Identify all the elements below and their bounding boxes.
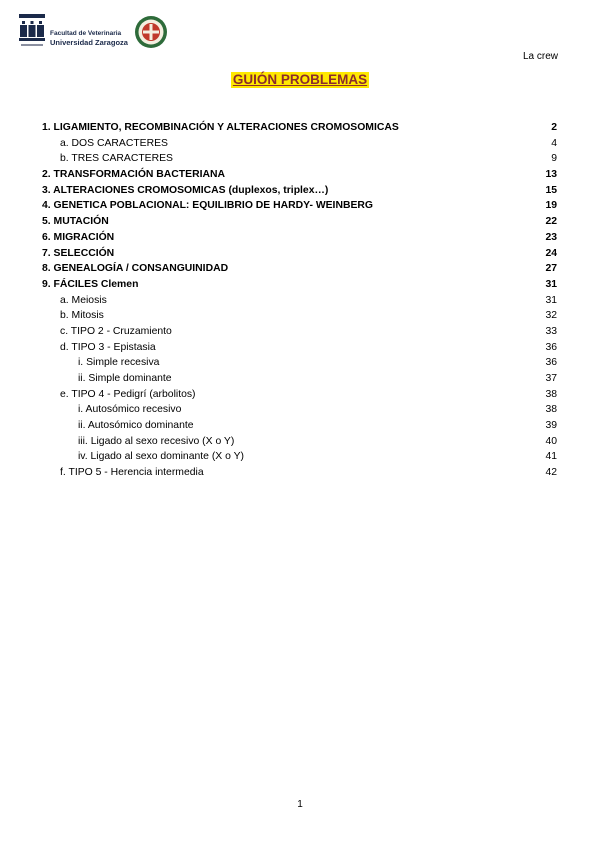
toc-entry-label: b. TRES CARACTERES bbox=[60, 153, 173, 165]
toc-entry-label: c. TIPO 2 - Cruzamiento bbox=[60, 325, 172, 337]
toc-entry-page: 38 bbox=[545, 404, 557, 416]
toc-entry[interactable] bbox=[42, 355, 557, 371]
veterinary-seal-icon bbox=[134, 15, 168, 49]
toc-entry[interactable] bbox=[42, 371, 557, 387]
faculty-line-2: Universidad Zaragoza bbox=[50, 38, 128, 47]
toc-entry-label: b. Mitosis bbox=[60, 310, 104, 322]
toc-entry-page: 40 bbox=[545, 435, 557, 447]
toc-entry-page: 13 bbox=[545, 169, 557, 181]
toc-entry[interactable] bbox=[42, 324, 557, 340]
toc-entry-page: 42 bbox=[545, 467, 557, 479]
faculty-line-1: Facultad de Veterinaria bbox=[50, 30, 122, 37]
toc-entry-page: 36 bbox=[545, 341, 557, 353]
toc-entry-page: 2 bbox=[551, 122, 557, 133]
toc-entry-page: 31 bbox=[545, 294, 557, 306]
toc-entry-page: 39 bbox=[545, 420, 557, 432]
toc-entry-label: 1. LIGAMIENTO, RECOMBINACIÓN Y ALTERACIONES CROMOSOMICAS bbox=[42, 122, 399, 133]
toc-entry-label: iv. Ligado al sexo dominante (X o Y) bbox=[78, 451, 244, 463]
toc-entry[interactable] bbox=[42, 308, 557, 324]
toc-entry[interactable] bbox=[42, 214, 557, 230]
toc-entry-page: 24 bbox=[545, 247, 557, 259]
toc-entry[interactable] bbox=[42, 434, 557, 450]
toc-entry[interactable] bbox=[42, 183, 557, 199]
toc-entry[interactable] bbox=[42, 293, 557, 309]
toc-entry[interactable] bbox=[42, 198, 557, 214]
toc-entry-page: 23 bbox=[545, 231, 557, 243]
toc-entry[interactable] bbox=[42, 120, 557, 136]
toc-entry[interactable] bbox=[42, 230, 557, 246]
toc-entry-page: 38 bbox=[545, 388, 557, 400]
toc-entry[interactable] bbox=[42, 418, 557, 434]
university-logo-icon bbox=[18, 14, 46, 50]
toc-entry-page: 27 bbox=[545, 263, 557, 275]
toc-entry-label: i. Simple recesiva bbox=[78, 357, 160, 369]
toc-entry-label: 2. TRANSFORMACIÓN BACTERIANA bbox=[42, 169, 225, 181]
toc-entry-label: 6. MIGRACIÓN bbox=[42, 231, 115, 243]
toc-entry-label: ii. Simple dominante bbox=[78, 373, 172, 384]
toc-entry-label: 7. SELECCIÓN bbox=[42, 247, 115, 259]
page-title: GUIÓN PROBLEMAS bbox=[232, 72, 368, 87]
toc-entry-page: 32 bbox=[545, 310, 557, 322]
page-header bbox=[18, 14, 582, 62]
toc-entry[interactable] bbox=[42, 151, 557, 167]
toc-entry[interactable] bbox=[42, 340, 557, 356]
toc-entry[interactable] bbox=[42, 449, 557, 465]
toc-entry-label: a. Meiosis bbox=[60, 294, 107, 306]
toc-entry-page: 9 bbox=[551, 153, 557, 165]
toc-entry-label: 5. MUTACIÓN bbox=[42, 216, 109, 228]
toc-entry-page: 31 bbox=[545, 278, 557, 290]
toc-entry-label: f. TIPO 5 - Herencia intermedia bbox=[60, 467, 204, 479]
toc-entry-page: 37 bbox=[545, 373, 557, 384]
toc-entry[interactable] bbox=[42, 261, 557, 277]
faculty-name bbox=[50, 29, 128, 47]
toc-entry-label: 9. FÁCILES Clemen bbox=[42, 278, 139, 290]
toc-entry-page: 36 bbox=[545, 357, 557, 369]
toc-entry-label: 8. GENEALOGÍA / CONSANGUINIDAD bbox=[42, 263, 229, 275]
table-of-contents bbox=[42, 120, 557, 481]
toc-entry[interactable] bbox=[42, 246, 557, 262]
toc-entry-page: 33 bbox=[545, 325, 557, 337]
toc-entry[interactable] bbox=[42, 167, 557, 183]
toc-entry-label: d. TIPO 3 - Epistasia bbox=[60, 341, 156, 353]
toc-entry[interactable] bbox=[42, 465, 557, 481]
toc-entry-label: iii. Ligado al sexo recesivo (X o Y) bbox=[78, 435, 235, 447]
toc-entry-label: e. TIPO 4 - Pedigrí (arbolitos) bbox=[60, 388, 196, 400]
toc-entry-page: 22 bbox=[545, 216, 557, 228]
toc-entry-page: 15 bbox=[545, 184, 557, 196]
header-right-label: La crew bbox=[522, 51, 558, 62]
toc-entry-label: a. DOS CARACTERES bbox=[60, 137, 168, 149]
toc-entry-page: 41 bbox=[545, 451, 557, 463]
toc-entry-label: 3. ALTERACIONES CROMOSOMICAS (duplexos, triplex…) bbox=[42, 184, 329, 196]
toc-entry[interactable] bbox=[42, 277, 557, 293]
toc-entry-page: 4 bbox=[551, 137, 557, 149]
toc-entry-label: ii. Autosómico dominante bbox=[78, 420, 194, 432]
toc-entry[interactable] bbox=[42, 387, 557, 403]
toc-entry-label: i. Autosómico recesivo bbox=[78, 404, 182, 416]
title-container bbox=[0, 71, 600, 89]
toc-entry-page: 19 bbox=[545, 200, 557, 212]
page-number: 1 bbox=[297, 799, 303, 810]
toc-entry-label: 4. GENETICA POBLACIONAL: EQUILIBRIO DE HARDY- WEINBERG bbox=[42, 200, 373, 212]
toc-entry[interactable] bbox=[42, 136, 557, 152]
toc-entry[interactable] bbox=[42, 402, 557, 418]
